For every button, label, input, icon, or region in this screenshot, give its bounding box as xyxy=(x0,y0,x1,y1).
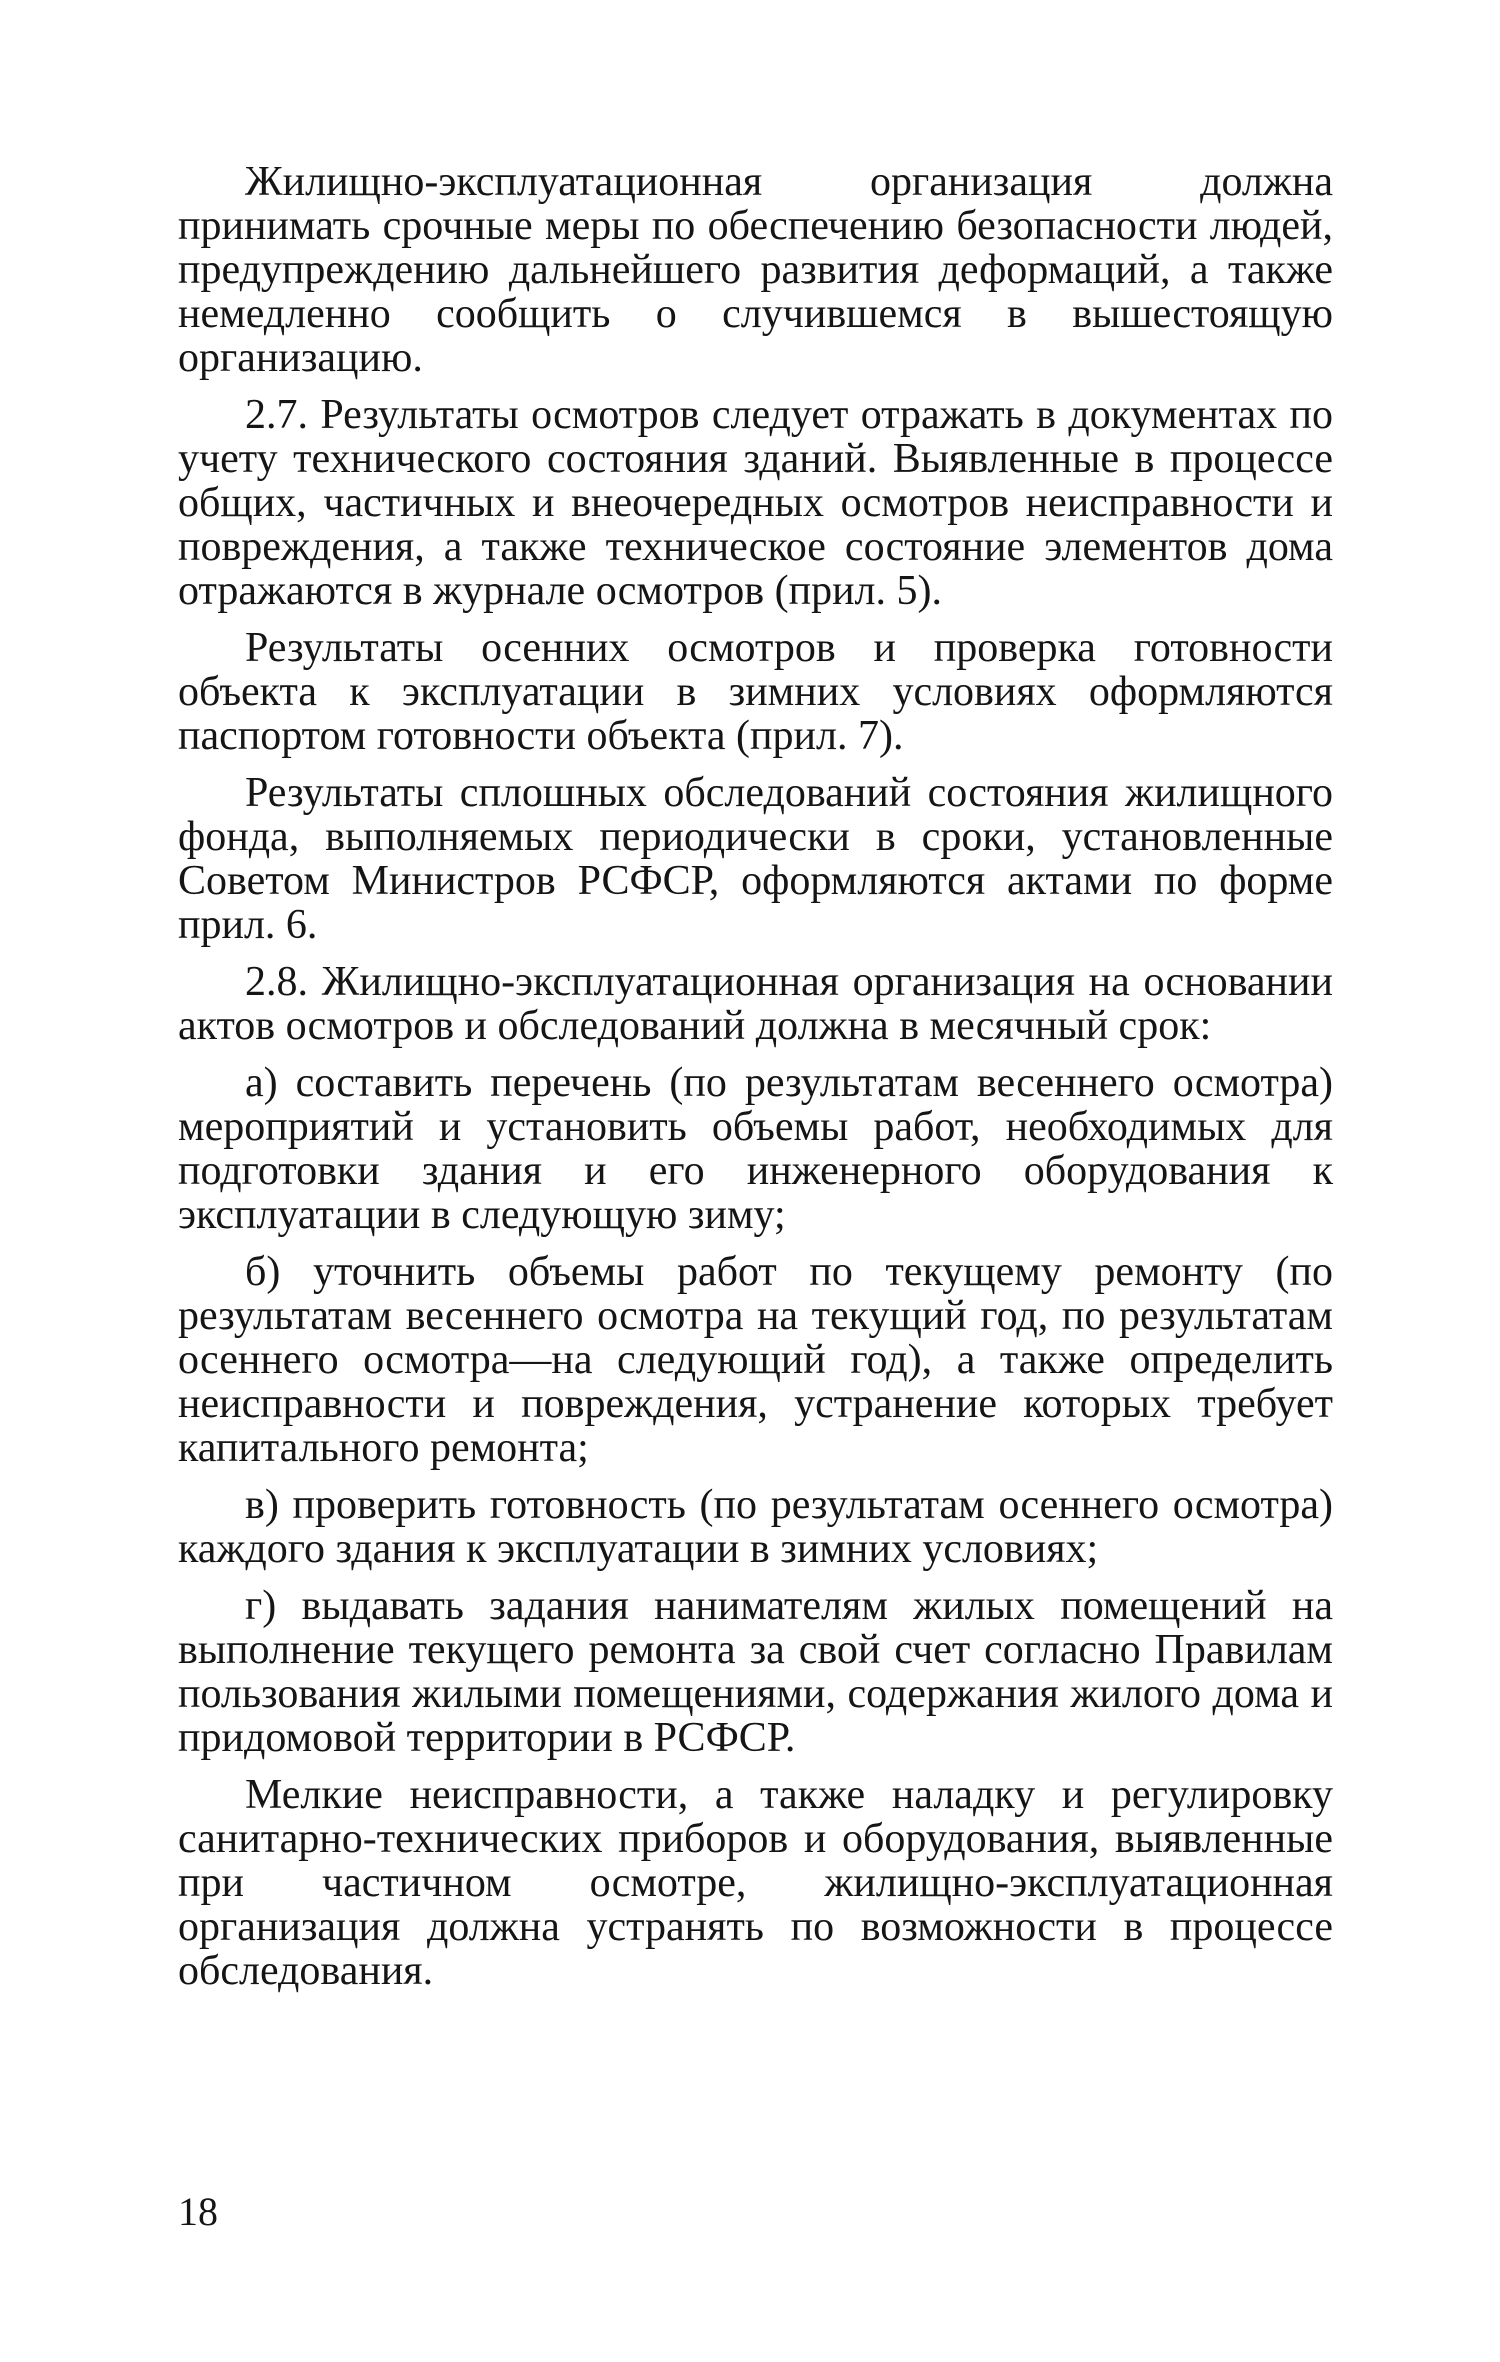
paragraph-autumn-inspections: Результаты осенних осмотров и проверка готовности объекта к эксплуатации в зимних условиях оформляются паспортом готовности объекта (прил. 7). xyxy=(178,625,1333,759)
paragraph-section-2-8: 2.8. Жилищно-эксплуатационная организация на основании актов осмотров и обследований должна в месячный срок: xyxy=(178,959,1333,1049)
paragraph-urgent-measures: Жилищно-эксплуатационная организация должна принимать срочные меры по обеспечению безопасности людей, предупреждению дальнейшего развития деформаций, а также немедленно сообщить о случившемся в вышестоящую организацию. xyxy=(178,159,1333,381)
list-item-g: г) выдавать задания нанимателям жилых помещений на выполнение текущего ремонта за свой счет согласно Правилам пользования жилыми помещениями, содержания жилого дома и придомовой территории в РСФСР. xyxy=(178,1583,1333,1761)
page-number: 18 xyxy=(178,2189,218,2234)
paragraph-minor-faults: Мелкие неисправности, а также наладку и регулировку санитарно-технических приборов и оборудования, выявленные при частичном осмотре, жилищно-эксплуатационная организация должна устранять по возможности в процессе обследования. xyxy=(178,1772,1333,1994)
list-item-v: в) проверить готовность (по результатам осеннего осмотра) каждого здания к эксплуатации в зимних условиях; xyxy=(178,1482,1333,1572)
paragraph-section-2-7: 2.7. Результаты осмотров следует отражать в документах по учету технического состояния зданий. Выявленные в процессе общих, частичных и внеочередных осмотров неисправности и повреждения, а также техническое состояние элементов дома отражаются в журнале осмотров (прил. 5). xyxy=(178,392,1333,614)
list-item-b: б) уточнить объемы работ по текущему ремонту (по результатам весеннего осмотра на текущий год, по результатам осеннего осмотра—на следующий год), а также определить неисправности и повреждения, устранение которых требует капитального ремонта; xyxy=(178,1249,1333,1471)
list-item-a: а) составить перечень (по результатам весеннего осмотра) мероприятий и установить объемы работ, необходимых для подготовки здания и его инженерного оборудования к эксплуатации в следующую зиму; xyxy=(178,1060,1333,1238)
body-text xyxy=(178,160,1333,1993)
paragraph-full-surveys: Результаты сплошных обследований состояния жилищного фонда, выполняемых периодически в сроки, установленные Советом Министров РСФСР, оформляются актами по форме прил. 6. xyxy=(178,770,1333,948)
